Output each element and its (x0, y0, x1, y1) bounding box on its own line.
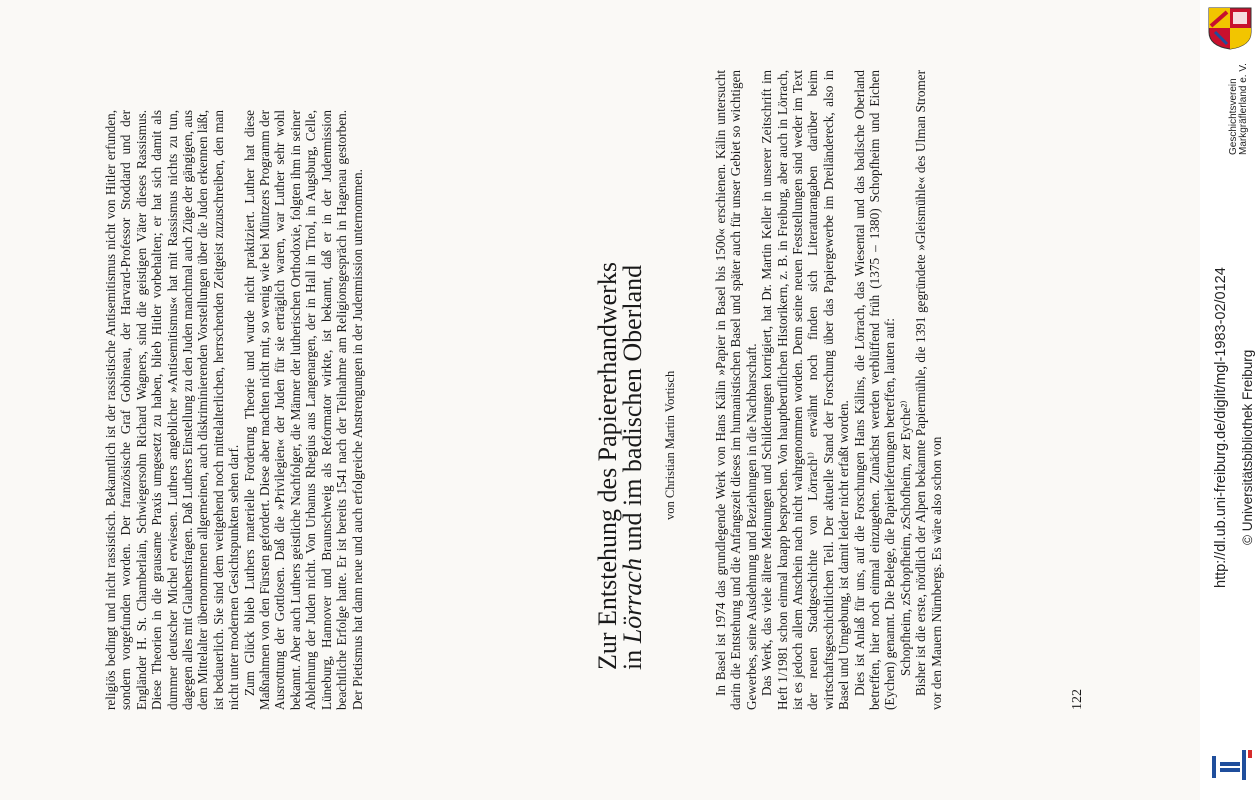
paragraph: In Basel ist 1974 das grundlegende Werk von Hans Kälin »Papier in Basel bis 1500« erschienen. Kälin untersucht darin die Entstehung und die Anfangszeit dieses im humanistischen Basel und später auch für unser Gebiet so wichtigen Gewerbes, seine Ausdehnung und Beziehungen in die Nachbarschaft. (713, 70, 759, 710)
university-library-logo-icon (1208, 748, 1254, 784)
quoted-line: Schopfheim, zSchopfheim, zSchofheim, zer Eyche²⁾ (897, 400, 913, 676)
previous-article-text (103, 110, 365, 710)
title-line-2-italic: Lörrach (618, 558, 647, 644)
author-byline: von Christian Martin Vortisch (663, 370, 677, 520)
article-title (595, 170, 645, 670)
source-url-link[interactable]: http://dl.ub.uni-freiburg.de/diglit/mgl-1983-02/0124 (1213, 267, 1229, 588)
title-line-1: Zur Entstehung des Papiererhandwerks (593, 262, 622, 670)
paragraph: Bisher ist die erste, nördlich der Alpen bekannte Papiermühle, die 1391 gegründete »Gleismühle« des Ulman Stromer vor den Mauern Nürnbergs. Es wäre also schon von (913, 70, 944, 710)
copyright-notice: © Universitätsbibliothek Freiburg (1240, 349, 1255, 545)
society-name-line1: Geschichtsverein (1228, 78, 1239, 155)
society-name-line2: Markgräflerland e. V. (1238, 63, 1249, 155)
paragraph: Dies ist Anlaß für uns, auf die Forschungen Hans Kälins, die Lörrach, das Wiesental und das badische Oberland betreffen, hier noch einmal einzugehen. Zunächst werden verblüffend früh (1375 – 1380) Schopfheim und Eichen (Eychen) genannt. Die Belege, die Papierlieferungen betreffen, lauten auf: (851, 70, 898, 710)
article-body (713, 70, 944, 710)
page-number: 122 (1070, 689, 1085, 710)
title-line-2 (620, 170, 645, 670)
coat-of-arms-icon (1207, 6, 1253, 50)
paragraph: Zum Glück blieb Luthers materielle Forderung Theorie und wurde nicht praktiziert. Luther hat diese Maßnahmen von den Fürsten gefordert. Diese aber machten nicht mit, so wenig wie bei Müntzers Programm der Ausrottung der Gottlosen. Daß die »Privilegien« der Juden für sie erträglich waren, war Luther sehr wohl bekannt. Aber auch Luthers geistliche Nachfolger, die Männer der lutherischen Orthodoxie, folgten ihm in seiner Ablehnung der Juden nicht. Von Urbanus Rhegius aus Langenargen, der in Hall in Tirol, in Augsburg, Celle, Lüneburg, Hannover und Braunschweig als Reformator wirkte, ist bekannt, daß er in der Judenmission beachtliche Erfolge hatte. Er ist bereits 1541 nach der Teilnahme am Religionsgespräch in Hagenau gestorben. Der Pietismus hat dann neue und auch erfolgreiche Anstrengungen in der Judenmission unternommen. (241, 110, 365, 710)
title-line-2-prefix: in (618, 643, 647, 670)
title-line-2-suffix: und im badischen Oberland (618, 264, 647, 559)
paragraph: religiös bedingt und nicht rassistisch. Bekanntlich ist der rassistische Antisemitismus nicht von Hitler erfunden, sondern vorgefunden worden. Der französische Graf Gobineau, der Harvard-Professor Stoddard und der Engländer H. St. Chamberlain, Schwiegersohn Richard Wagners, sind die geistigen Väter dieses Rassismus. Diese Theorien in die grausame Praxis umgesetzt zu haben, blieb Hitler vorbehalten; er hat sich damit als dummer deutscher Michel erwiesen. Luthers angeblicher »Antisemitismus« hat mit Rassismus nichts zu tun, dagegen alles mit Glaubensfragen. Daß Luthers Einstellung zu den Juden manchmal auch Züge der gängigen, aus dem Mittelalter übernommenen allgemeinen, auch diskriminierenden Vorstellungen über die Juden erkennen läßt, ist bedauerlich. Sie sind dem weitgehend noch mittelalterlichen, herrschenden Zeitgeist zuzuschreiben, den man nicht unter modernen Gesichtspunkten sehen darf. (103, 110, 242, 710)
paragraph: Das Werk, das viele ältere Meinungen und Schilderungen korrigiert, hat Dr. Martin Keller in unserer Zeitschrift im Heft 1/1981 schon einmal knapp besprochen. Von hauptberuflichen Historikern, z. B. in Freiburg, aber auch in Lörrach, ist es jedoch allem Anschein nach nicht wahrgenommen worden. Denn seine neuen Feststellungen sind weder im Text der neuen Stadtgeschichte von Lörrach¹⁾ erwähnt noch finden sich Literaturangaben darüber beim wirtschaftsgeschichtlichen Teil. Der aktuelle Stand der Forschung über das Papiergewerbe im Dreiländereck, also in Basel und Umgebung, ist damit leider nicht erfaßt worden. (759, 70, 852, 710)
